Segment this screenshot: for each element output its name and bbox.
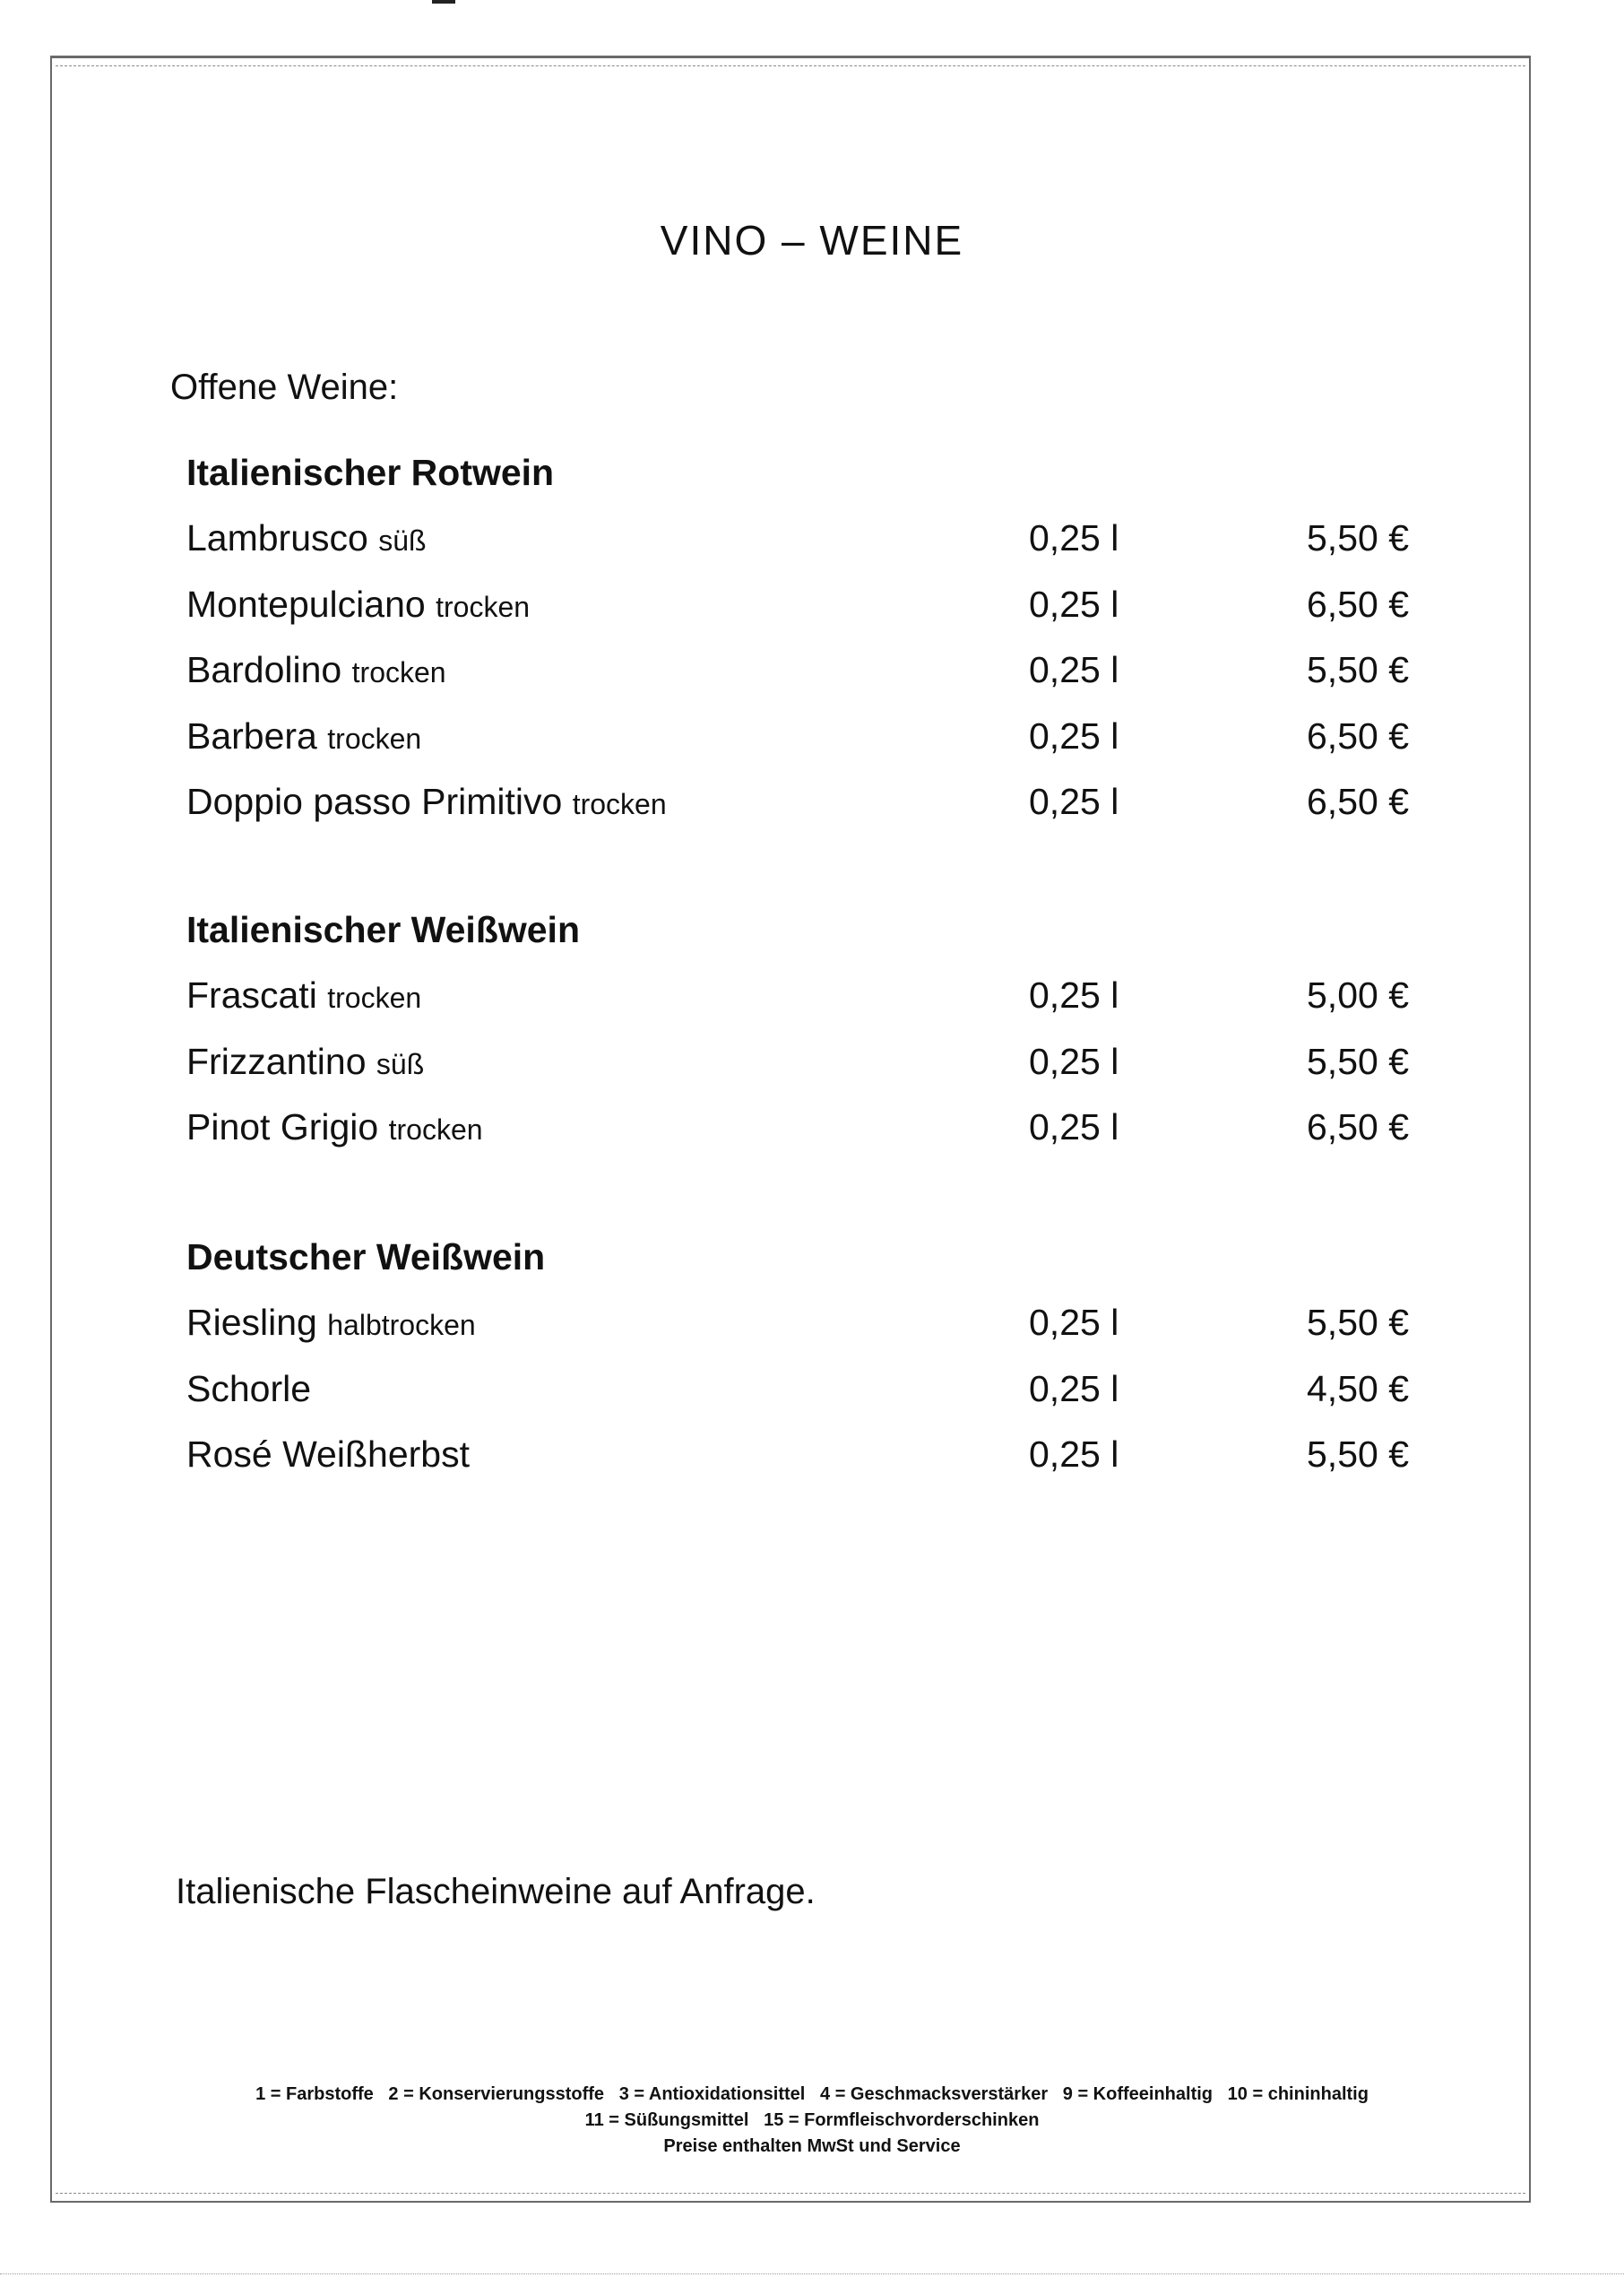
wine-row [186,1029,1423,1096]
wine-name: Pinot Grigio [186,1106,379,1148]
wine-price: 5,50 € [1307,517,1409,559]
wine-name: Montepulciano [186,583,426,625]
wine-name-cell [186,963,421,1032]
wine-taste: trocken [327,982,422,1014]
wine-name: Frascati [186,974,317,1016]
wine-price: 6,50 € [1307,781,1409,822]
wine-row [186,506,1423,572]
wine-taste: trocken [327,722,422,755]
wine-name-cell [186,1422,470,1491]
wine-row [186,704,1423,770]
wine-price: 5,00 € [1307,974,1409,1016]
section-italian-white [186,896,1423,1161]
wine-volume: 0,25 l [1029,1433,1119,1475]
wine-row [186,1095,1423,1161]
wine-taste: süß [378,524,427,557]
wine-name: Rosé Weißherbst [186,1433,470,1475]
wine-price: 6,50 € [1307,714,1409,757]
wine-taste: trocken [388,1113,483,1146]
wine-price: 5,50 € [1307,1040,1409,1082]
section-german-white [186,1224,1423,1488]
footnote-line: 1 = Farbstoffe 2 = Konservierungsstoffe 3 = Antioxidationsittel 4 = Geschmacksverstärker 9 = Koffeeinhaltig 10 = chininhaltig [255,2084,1369,2104]
wine-name-cell [186,506,427,575]
wine-name: Frizzantino [186,1040,367,1082]
wine-price: 6,50 € [1307,1106,1409,1148]
wine-name-cell [186,769,667,838]
section-title: Italienischer Rotwein [186,452,555,493]
wine-volume: 0,25 l [1029,649,1119,690]
wine-name-cell [186,572,530,641]
wine-taste: süß [376,1047,425,1080]
wine-row [186,1290,1423,1356]
wine-taste: trocken [436,590,531,623]
wine-name-cell [186,1029,424,1098]
wine-taste: halbtrocken [327,1309,476,1341]
wine-volume: 0,25 l [1029,714,1119,757]
page-edge-rule [0,2273,1624,2274]
wine-volume: 0,25 l [1029,1302,1119,1343]
wine-volume: 0,25 l [1029,1040,1119,1082]
wine-row [186,572,1423,638]
scan-mark [432,0,455,4]
wine-row [186,1422,1423,1488]
additives-footnote [0,2082,1624,2160]
wine-price: 5,50 € [1307,649,1409,690]
wine-volume: 0,25 l [1029,583,1119,625]
wine-price: 4,50 € [1307,1367,1409,1409]
wine-name-cell [186,1290,476,1359]
wine-volume: 0,25 l [1029,781,1119,822]
wine-row [186,769,1423,836]
section-title: Italienischer Weißwein [186,909,580,950]
wine-name-cell [186,1095,483,1164]
wine-name-cell [186,637,446,706]
wine-price: 5,50 € [1307,1433,1409,1475]
menu-subtitle: Offene Weine: [170,368,399,407]
menu-title: VINO – WEINE [660,216,964,264]
bottle-wine-note: Italienische Flascheinweine auf Anfrage. [176,1872,816,1911]
footnote-line: 11 = Süßungsmittel 15 = Formfleischvorderschinken [584,2110,1040,2130]
wine-name: Barbera [186,714,317,757]
wine-name: Schorle [186,1367,312,1409]
wine-row [186,963,1423,1029]
wine-taste: trocken [572,788,667,820]
wine-volume: 0,25 l [1029,1367,1119,1409]
wine-row [186,1356,1423,1423]
wine-name-cell [186,704,421,773]
wine-name: Lambrusco [186,517,368,559]
wine-row [186,637,1423,704]
section-title: Deutscher Weißwein [186,1236,546,1277]
wine-name: Riesling [186,1302,317,1343]
wine-volume: 0,25 l [1029,1106,1119,1148]
section-italian-red [186,439,1423,836]
wine-price: 6,50 € [1307,583,1409,625]
wine-taste: trocken [351,656,446,688]
wine-name: Doppio passo Primitivo [186,781,563,822]
wine-price: 5,50 € [1307,1302,1409,1343]
footnote-line: Preise enthalten MwSt und Service [663,2136,961,2156]
wine-volume: 0,25 l [1029,974,1119,1016]
wine-name-cell [186,1356,311,1425]
wine-name: Bardolino [186,649,342,690]
wine-volume: 0,25 l [1029,517,1119,559]
